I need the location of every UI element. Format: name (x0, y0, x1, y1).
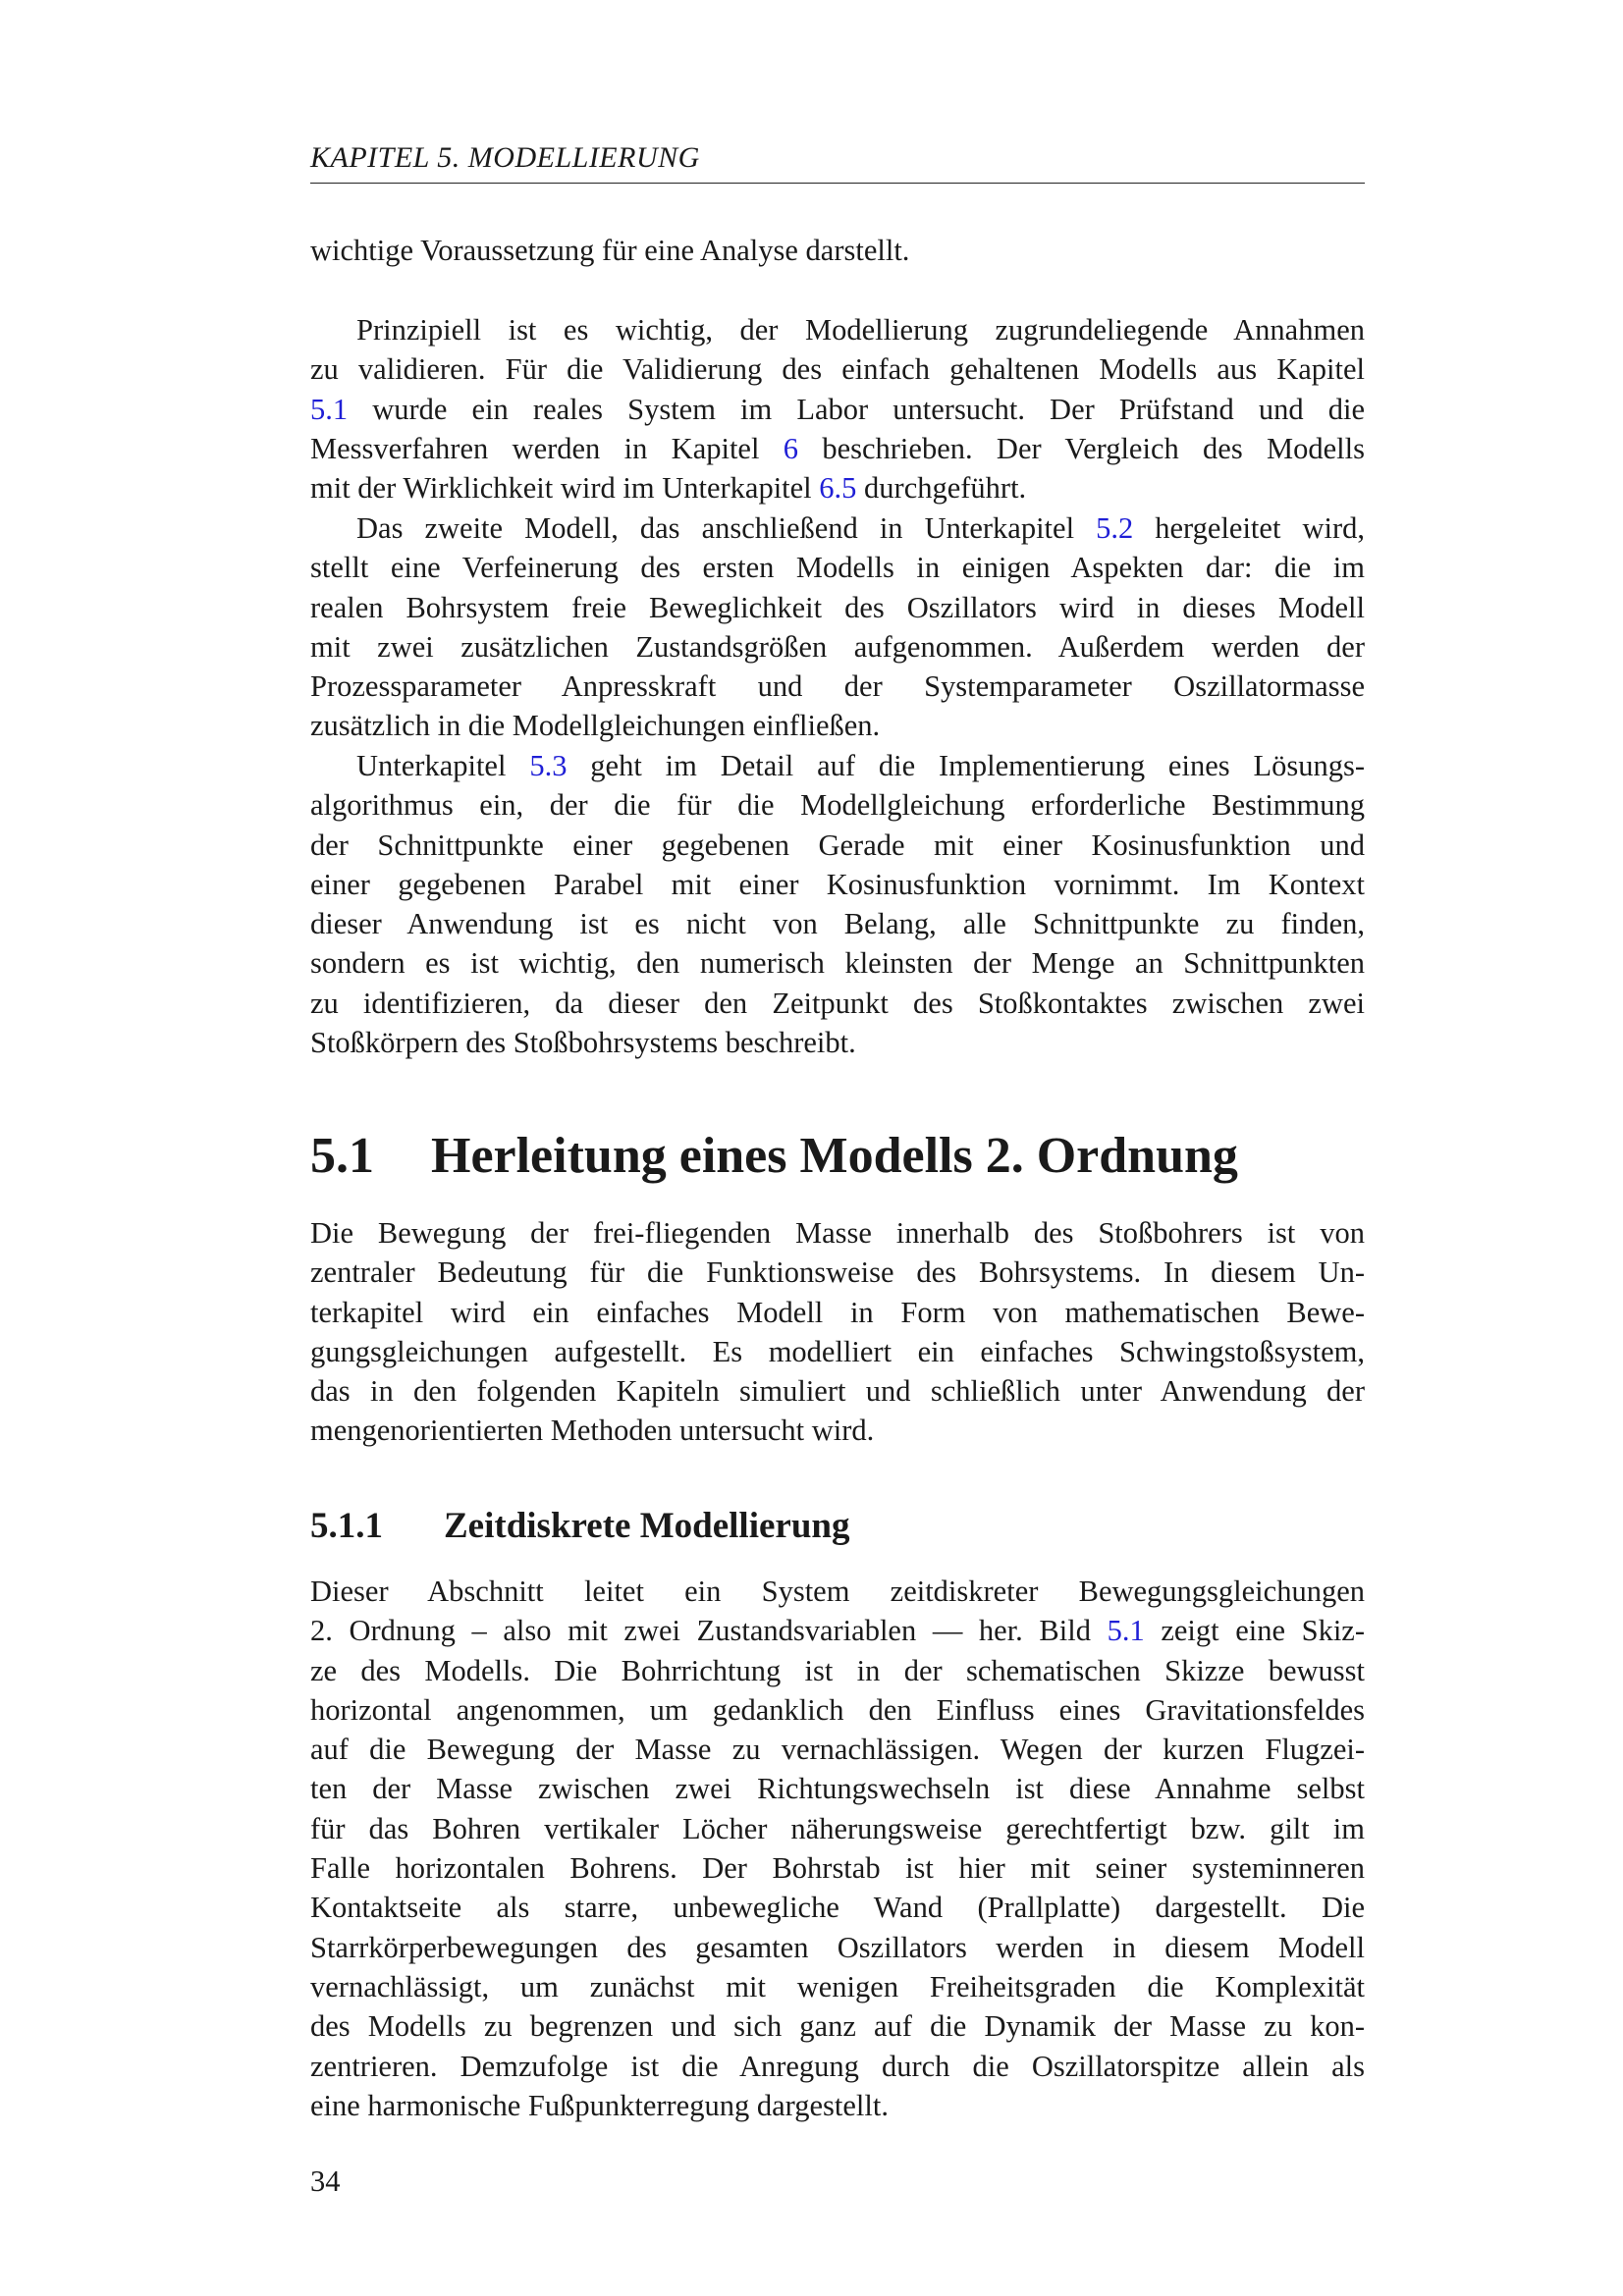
text-span: wurde ein reales System im Labor untersucht. Der Prüfstand und die (348, 392, 1365, 426)
paragraph-validation (310, 310, 1365, 507)
subsection-title: Zeitdiskrete Modellierung (444, 1506, 850, 1546)
xref-chapter-6[interactable]: 6 (783, 431, 799, 465)
text-line: stellt eine Verfeinerung des ersten Modells in einigen Aspekten dar: die im (310, 551, 1365, 585)
text-line: wichtige Voraussetzung für eine Analyse darstellt. (310, 234, 910, 267)
text-span: durchgeführt. (856, 471, 1027, 506)
text-span: geht im Detail auf die Implementierung eines Lösungs- (567, 749, 1365, 782)
text-line: für das Bohren vertikaler Löcher näherungsweise gerechtfertigt bzw. gilt im (310, 1811, 1365, 1845)
paragraph-section-intro (310, 1213, 1365, 1451)
text-span: Unterkapitel (356, 749, 530, 782)
section-heading (310, 1127, 1365, 1186)
xref-section-5-3[interactable]: 5.3 (529, 749, 568, 782)
text-span: hergeleitet wird, (1133, 511, 1365, 545)
text-span: 2. Ordnung – also mit zwei Zustandsvariablen — her. Bild (310, 1614, 1108, 1648)
text-line: horizontal angenommen, um gedanklich den Einfluss eines Gravitationsfeldes (310, 1692, 1365, 1727)
xref-chapter-5-1[interactable]: 5.1 (310, 392, 349, 426)
text-line: mit zwei zusätzlichen Zustandsgrößen aufgenommen. Außerdem werden der (310, 629, 1365, 664)
text-line: realen Bohrsystem freie Beweglichkeit des Oszillators wird in dieses Modell (310, 590, 1365, 624)
paragraph-algorithm (310, 746, 1365, 1062)
section-title: Herleitung eines Modells 2. Ordnung (431, 1128, 1238, 1184)
running-header (310, 137, 1365, 184)
text-line: Prinzipiell ist es wichtig, der Modellierung zugrundeliegende Annahmen (356, 313, 1365, 347)
text-line: des Modells zu begrenzen und sich ganz auf die Dynamik der Masse zu kon- (310, 2009, 1365, 2044)
text-span: Das zweite Modell, das anschließend in Unterkapitel (356, 511, 1097, 545)
text-line (310, 390, 1365, 429)
subsection-number: 5.1.1 (310, 1506, 383, 1546)
text-line: Die Bewegung der frei-fliegenden Masse innerhalb des Stoßbohrers ist von (310, 1216, 1365, 1250)
text-line (310, 468, 1365, 507)
text-line (310, 1611, 1365, 1650)
text-line: das in den folgenden Kapiteln simuliert und schließlich unter Anwendung der (310, 1374, 1365, 1409)
text-line: vernachlässigt, um zunächst mit wenigen Freiheitsgraden die Komplexität (310, 1969, 1365, 2003)
text-line: zusätzlich in die Modellgleichungen einfließen. (310, 709, 881, 743)
subsection-heading (310, 1505, 1365, 1548)
text-line (310, 746, 1365, 785)
text-line: einer gegebenen Parabel mit einer Kosinusfunktion vornimmt. Im Kontext (310, 867, 1365, 901)
text-line: ten der Masse zwischen zwei Richtungswechseln ist diese Annahme selbst (310, 1772, 1365, 1806)
text-line: terkapitel wird ein einfaches Modell in Form von mathematischen Bewe- (310, 1295, 1365, 1329)
text-line: Prozessparameter Anpresskraft und der Systemparameter Oszillatormasse (310, 669, 1365, 704)
text-line: zentraler Bedeutung für die Funktionsweise des Bohrsystems. In diesem Un- (310, 1255, 1365, 1290)
text-line: der Schnittpunkte einer gegebenen Gerade mit einer Kosinusfunktion und (310, 828, 1365, 862)
text-line: Kontaktseite als starre, unbewegliche Wand (Prallplatte) dargestellt. Die (310, 1891, 1365, 1925)
page-number: 34 (310, 2164, 341, 2198)
text-line: Dieser Abschnitt leitet ein System zeitdiskreter Bewegungsgleichungen (310, 1575, 1365, 1608)
text-line: eine harmonische Fußpunkterregung dargestellt. (310, 2088, 889, 2122)
text-line: ze des Modells. Die Bohrrichtung ist in der schematischen Skizze bewusst (310, 1653, 1365, 1687)
text-line: zentrieren. Demzufolge ist die Anregung durch die Oszillatorspitze allein als (310, 2049, 1365, 2083)
xref-figure-5-1[interactable]: 5.1 (1107, 1614, 1145, 1648)
text-line: algorithmus ein, der die für die Modellgleichung erforderliche Bestimmung (310, 788, 1365, 823)
paragraph-time-discrete (310, 1572, 1365, 2125)
paragraph-second-model (310, 508, 1365, 746)
text-line: Falle horizontalen Bohrens. Der Bohrstab ist hier mit seiner systeminneren (310, 1851, 1365, 1886)
text-line: zu identifizieren, da dieser den Zeitpunkt des Stoßkontaktes zwischen zwei (310, 986, 1365, 1020)
text-line: zu validieren. Für die Validierung des einfach gehaltenen Modells aus Kapitel (310, 352, 1365, 387)
document-page (310, 0, 1365, 2296)
text-line: gungsgleichungen aufgestellt. Es modelliert ein einfaches Schwingstoßsystem, (310, 1334, 1365, 1368)
xref-section-5-2[interactable]: 5.2 (1096, 511, 1134, 545)
xref-section-6-5[interactable]: 6.5 (819, 471, 857, 506)
text-line: auf die Bewegung der Masse zu vernachlässigen. Wegen der kurzen Flugzei- (310, 1733, 1365, 1767)
text-span: beschrieben. Der Vergleich des Modells (798, 431, 1365, 465)
section-number: 5.1 (310, 1128, 374, 1184)
text-line (310, 508, 1365, 548)
paragraph-continuation (310, 231, 1365, 270)
text-line (310, 429, 1365, 468)
text-line: dieser Anwendung ist es nicht von Belang, alle Schnittpunkte zu finden, (310, 907, 1365, 941)
running-header-title: KAPITEL 5. MODELLIERUNG (310, 141, 700, 174)
text-line: sondern es ist wichtig, den numerisch kleinsten der Menge an Schnittpunkten (310, 946, 1365, 981)
text-span: mit der Wirklichkeit wird im Unterkapitel (310, 471, 820, 506)
text-span: zeigt eine Skiz- (1144, 1614, 1365, 1648)
text-line: mengenorientierten Methoden untersucht wird. (310, 1414, 875, 1448)
text-span: Messverfahren werden in Kapitel (310, 431, 784, 465)
text-line: Starrkörperbewegungen des gesamten Oszillators werden in diesem Modell (310, 1930, 1365, 1964)
text-line: Stoßkörpern des Stoßbohrsystems beschreibt. (310, 1026, 856, 1060)
